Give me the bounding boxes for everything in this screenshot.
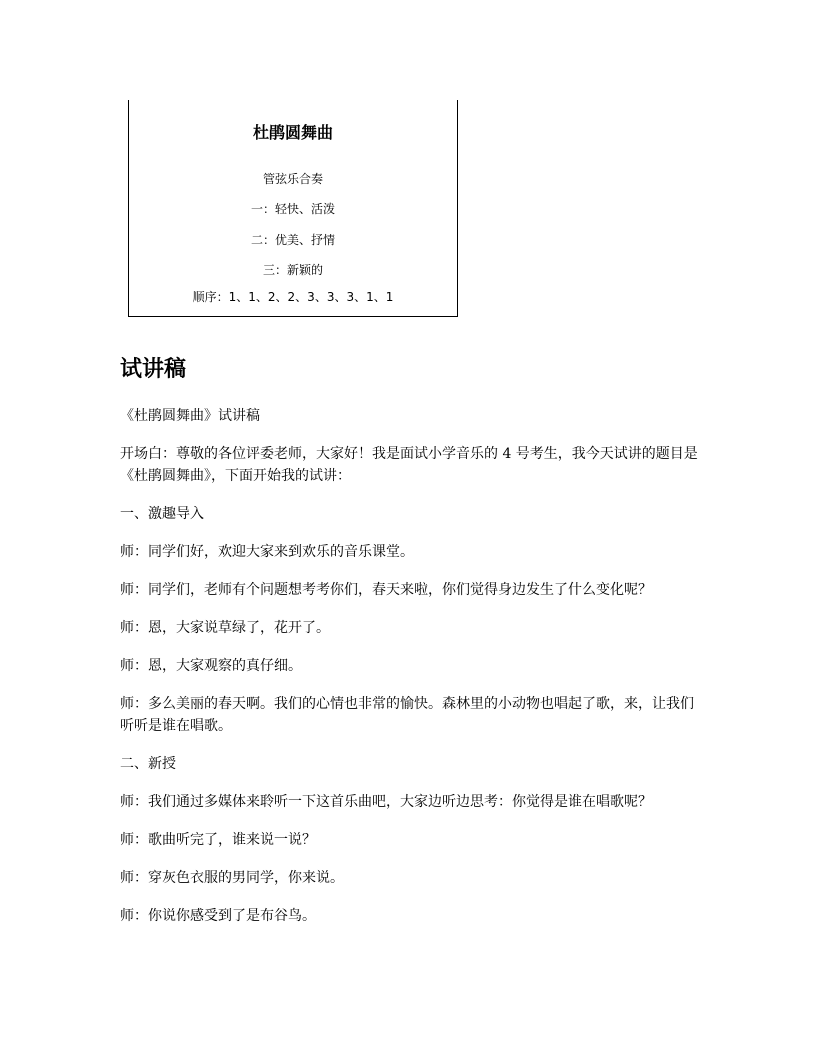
page-heading: 试讲稿 [120,357,187,382]
paragraph: 师：你说你感受到了是布谷鸟。 [120,908,316,924]
document-body [120,405,700,943]
paragraph: 开场白：尊敬的各位评委老师，大家好！我是面试小学音乐的 4 号考生，我今天试讲的题目是《杜鹃圆舞曲》，下面开始我的试讲： [120,446,698,484]
box-title: 杜鹃圆舞曲 [252,123,333,142]
paragraph: 一、激趣导入 [120,506,204,522]
paragraph: 师：恩，大家观察的真仔细。 [120,658,302,674]
paragraph: 师：同学们好，欢迎大家来到欢乐的音乐课堂。 [120,544,414,560]
paragraph: 师：同学们，老师有个问题想考考你们，春天来啦，你们觉得身边发生了什么变化呢？ [120,582,652,598]
box-line-3: 二：优美、抒情 [250,233,335,247]
paragraph: 《杜鹃圆舞曲》试讲稿 [120,408,260,424]
paragraph: 师：穿灰色衣服的男同学，你来说。 [120,870,344,886]
paragraph: 师：歌曲听完了，谁来说一说？ [120,832,316,848]
paragraph: 师：恩，大家说草绿了，花开了。 [120,620,330,636]
box-line-5: 顺序：1、1、2、2、3、3、3、1、1 [192,290,394,304]
paragraph: 二、新授 [120,756,176,772]
box-line-2: 一：轻快、活泼 [250,202,335,216]
paragraph: 师：多么美丽的春天啊。我们的心情也非常的愉快。森林里的小动物也唱起了歌，来，让我们听听是谁在唱歌。 [120,696,694,734]
paragraph: 师：我们通过多媒体来聆听一下这首乐曲吧，大家边听边思考：你觉得是谁在唱歌呢？ [120,794,652,810]
box-line-4: 三：新颖的 [262,263,323,277]
lesson-summary-box [128,100,458,317]
box-line-1: 管弦乐合奏 [262,172,323,186]
